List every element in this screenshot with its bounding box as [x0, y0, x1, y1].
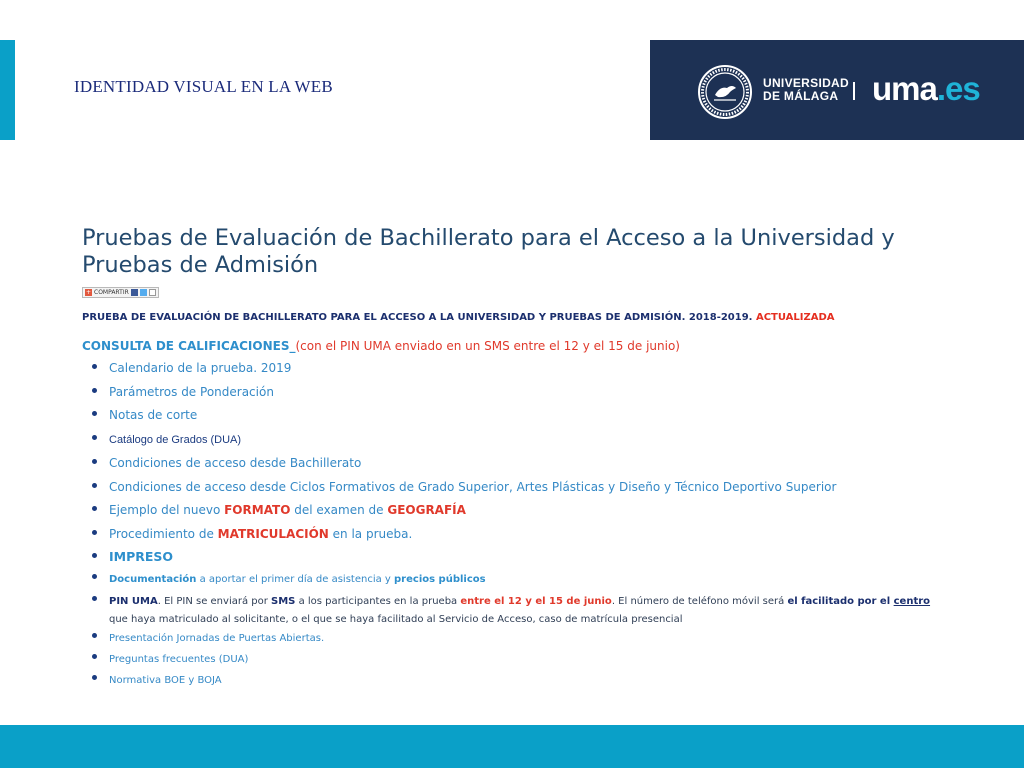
centro-link[interactable]: centro — [893, 595, 931, 607]
condiciones-ciclos-link[interactable]: Condiciones de acceso desde Ciclos Formativos de Grado Superior, Artes Plásticas y Diseño y Técnico Deportivo Superior — [109, 479, 837, 494]
geografia-text: GEOGRAFÍA — [387, 503, 466, 517]
pin-uma-label: PIN UMA — [109, 595, 158, 607]
doc-mid: a aportar el primer día de asistencia y — [196, 573, 395, 585]
plus-icon: + — [85, 289, 92, 296]
pin-text-1: . El PIN se enviará por — [157, 595, 272, 607]
consulta-line — [82, 339, 942, 353]
consulta-note: (con el PIN UMA enviado en un SMS entre el 12 y el 15 de junio) — [295, 339, 680, 353]
subtitle-main: PRUEBA DE EVALUACIÓN DE BACHILLERATO PARA EL ACCESO A LA UNIVERSIDAD Y PRUEBAS DE ADMISIÓN. 2018-2019. — [82, 312, 753, 323]
impreso-link[interactable]: IMPRESO — [109, 549, 174, 564]
formato-text: FORMATO — [224, 503, 291, 517]
ejemplo-formato-link[interactable] — [109, 503, 466, 517]
proc-pre: Procedimiento de — [109, 526, 218, 541]
sms-text: SMS — [271, 595, 296, 607]
parametros-link[interactable]: Parámetros de Ponderación — [109, 384, 274, 399]
web-page-screenshot — [82, 225, 942, 690]
list-item — [109, 648, 942, 669]
university-seal-icon — [696, 64, 754, 120]
jornadas-link[interactable]: Presentación Jornadas de Puertas Abiertas. — [109, 632, 325, 644]
catalogo-grados-link[interactable]: Catálogo de Grados (DUA) — [109, 433, 242, 446]
email-icon — [149, 289, 156, 296]
pin-text-2: a los participantes en la prueba — [295, 595, 461, 607]
page-heading — [82, 225, 942, 279]
list-item — [109, 545, 942, 568]
share-label: COMPARTIR — [94, 289, 129, 296]
logo-divider — [853, 82, 855, 100]
pin-dates-text: entre el 12 y el 15 de junio — [460, 595, 612, 607]
list-item — [109, 591, 942, 627]
list-item — [109, 669, 942, 690]
list-item — [109, 427, 942, 452]
university-name-line1: UNIVERSIDAD — [763, 76, 849, 90]
list-item — [109, 627, 942, 648]
university-brand-panel — [650, 40, 1024, 140]
list-item — [109, 380, 942, 404]
list-item — [109, 475, 942, 499]
uma-logo-text: uma — [872, 70, 937, 107]
share-button[interactable] — [82, 287, 159, 298]
ejemplo-pre: Ejemplo del nuevo — [109, 503, 225, 517]
consulta-calificaciones-link[interactable]: CONSULTA DE CALIFICACIONES_ — [82, 339, 296, 353]
precios-publicos-link[interactable]: precios públicos — [394, 573, 486, 585]
exam-subtitle — [82, 312, 942, 323]
condiciones-bachillerato-link[interactable]: Condiciones de acceso desde Bachillerato — [109, 456, 362, 470]
page-heading-line2: Pruebas de Admisión — [82, 252, 319, 278]
footer-accent-bar — [0, 725, 1024, 768]
normativa-link[interactable]: Normativa BOE y BOJA — [109, 674, 222, 686]
calendario-link[interactable]: Calendario de la prueba. 2019 — [109, 361, 292, 375]
matriculacion-text: MATRICULACIÓN — [217, 526, 329, 541]
university-name — [763, 77, 849, 103]
proc-post: en la prueba. — [328, 526, 413, 541]
pin-text-4: que haya matriculado al solicitante, o el que se haya facilitado al Servicio de Acceso, caso de matrícula presencial — [109, 613, 683, 625]
facebook-icon — [131, 289, 138, 296]
page-heading-line1: Pruebas de Evaluación de Bachillerato para el Acceso a la Universidad y — [82, 225, 895, 251]
link-list — [82, 356, 942, 690]
pin-text-3: . El número de teléfono móvil será — [611, 595, 788, 607]
updated-flag: ACTUALIZADA — [755, 312, 835, 323]
es-logo-text: .es — [936, 70, 980, 107]
twitter-icon — [140, 289, 147, 296]
university-name-line2: DE MÁLAGA — [763, 89, 839, 103]
notas-corte-link[interactable]: Notas de corte — [109, 408, 198, 422]
slide-title: IDENTIDAD VISUAL EN LA WEB — [74, 77, 333, 96]
documentacion-link[interactable]: Documentación — [109, 573, 197, 585]
list-item — [109, 451, 942, 475]
uma-es-logo — [872, 69, 980, 109]
preguntas-frecuentes-link[interactable]: Preguntas frecuentes (DUA) — [109, 653, 249, 665]
ejemplo-mid: del examen de — [290, 503, 388, 517]
list-item — [109, 356, 942, 380]
pin-facilitado-text: el facilitado por el — [787, 595, 894, 607]
list-item — [109, 498, 942, 522]
list-item — [109, 403, 942, 427]
list-item — [109, 568, 942, 589]
left-accent-bar — [0, 40, 15, 140]
list-item — [109, 522, 942, 546]
procedimiento-link[interactable] — [109, 527, 412, 541]
